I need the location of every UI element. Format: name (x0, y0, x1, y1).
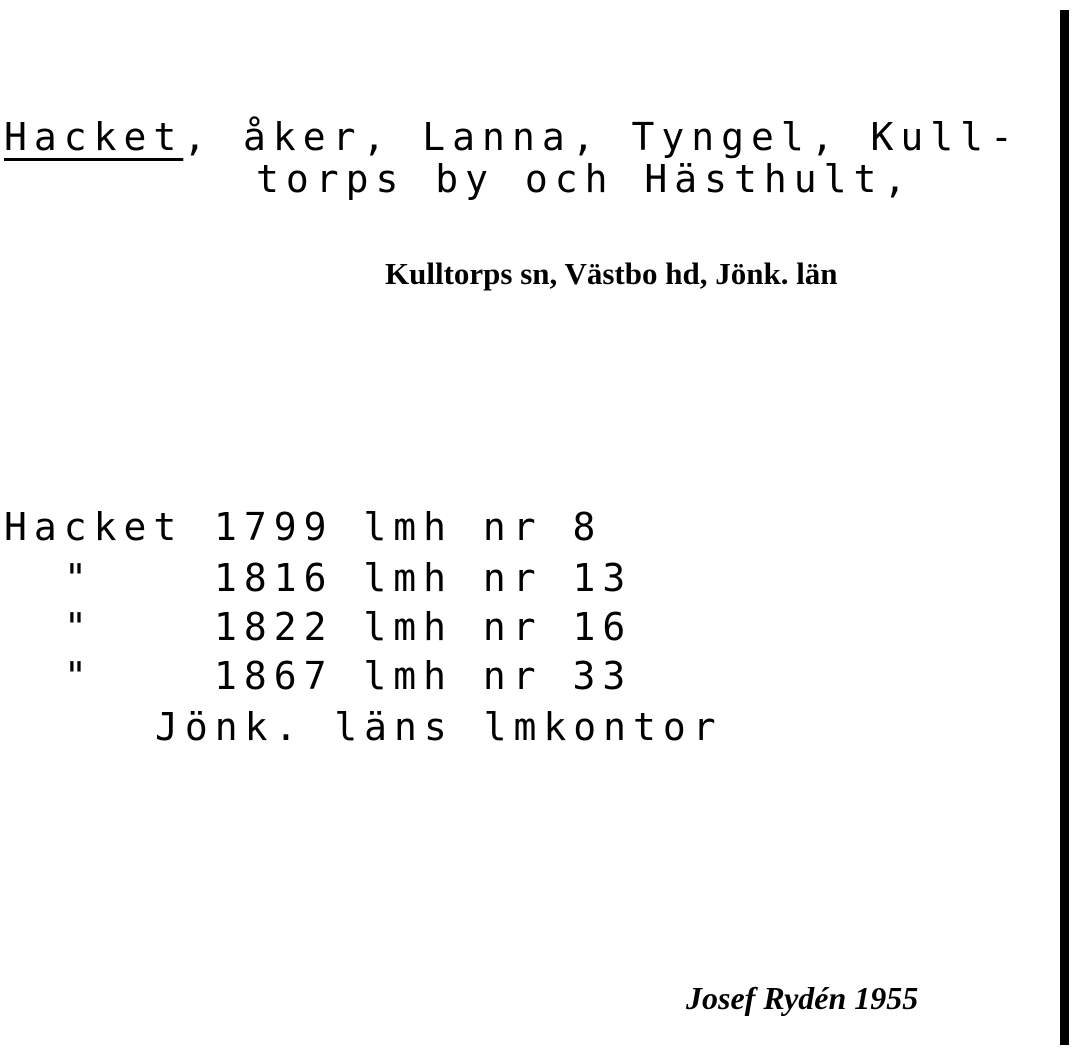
record-entry: 1867 lmh nr 33 (214, 654, 633, 698)
office-line: Jönk. läns lmkontor (155, 705, 723, 749)
header-line-1 (4, 115, 1020, 159)
signature: Josef Rydén 1955 (686, 980, 919, 1016)
ditto-mark: " (64, 654, 94, 698)
header-line-1-rest: , åker, Lanna, Tyngel, Kull- (183, 115, 1020, 159)
record-row-1 (4, 505, 603, 549)
location-line: Kulltorps sn, Västbo hd, Jönk. län (385, 256, 838, 291)
record-row-4 (4, 654, 633, 698)
card-edge-bar (1060, 10, 1069, 1045)
record-name: Hacket (4, 505, 184, 549)
head-word: Hacket (4, 115, 184, 159)
record-entry: 1816 lmh nr 13 (214, 556, 633, 600)
record-row-3 (4, 605, 633, 649)
header-line-2: torps by och Hästhult, (256, 157, 914, 201)
ditto-mark: " (64, 556, 94, 600)
record-row-2 (4, 556, 633, 600)
record-entry: 1799 lmh nr 8 (214, 505, 603, 549)
record-entry: 1822 lmh nr 16 (214, 605, 633, 649)
ditto-mark: " (64, 605, 94, 649)
